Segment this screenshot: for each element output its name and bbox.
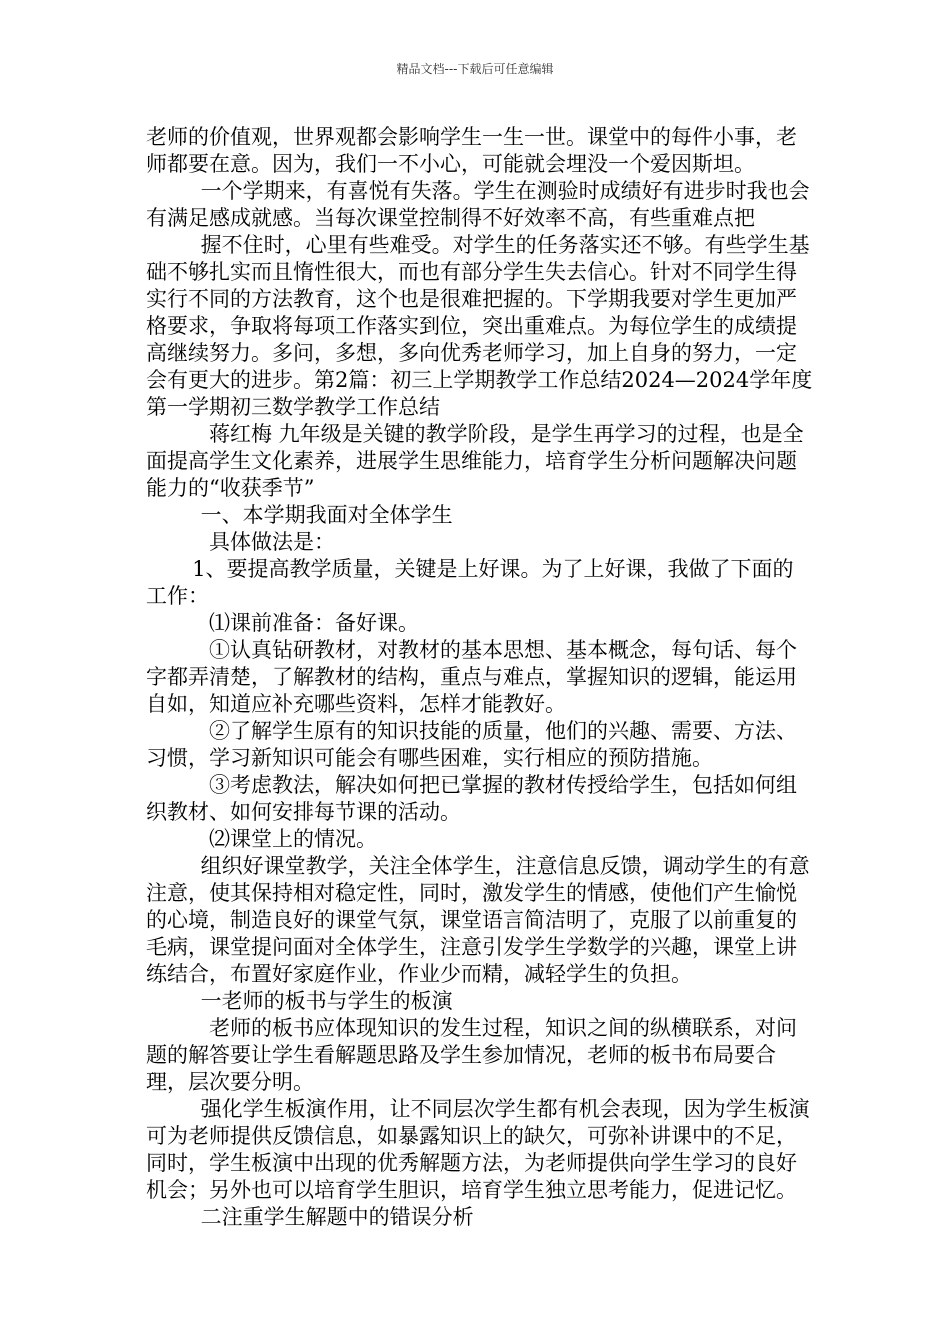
paragraph: 蒋红梅 九年级是关键的教学阶段，是学生再学习的过程，也是全面提高学生文化素养，进展学生思维能力，培育学生分析问题解决问题能力的“收获季节”	[146, 422, 804, 500]
section-heading: 一老师的板书与学生的板演	[200, 989, 453, 1013]
list-item: ③考虑教法，解决如何把已掌握的教材传授给学生，包括如何组织教材、如何安排每节课的活动。	[146, 773, 797, 824]
subheading: ⑴课前准备：备好课。	[209, 611, 419, 635]
paragraph: 老师的板书应体现知识的发生过程，知识之间的纵横联系，对问题的解答要让学生看解题思路及学生参加情况，老师的板书布局要合理，层次要分明。	[146, 1016, 797, 1094]
paragraph: 具体做法是：	[209, 530, 335, 554]
section-heading: 二注重学生解题中的错误分析	[200, 1205, 474, 1229]
section-heading: 一、本学期我面对全体学生	[200, 503, 453, 527]
paragraph: 老师的价值观，世界观都会影响学生一生一世。课堂中的每件小事，老师都要在意。因为，我们一不小心，可能就会埋没一个爱因斯坦。	[146, 125, 797, 176]
document-body	[146, 124, 814, 1231]
list-item: ①认真钻研教材，对教材的基本思想、基本概念，每句话、每个字都弄清楚，了解教材的结构，重点与难点，掌握知识的逻辑，能运用自如，知道应补充哪些资料，怎样才能教好。	[146, 638, 797, 716]
list-item: ②了解学生原有的知识技能的质量，他们的兴趣、需要、方法、习惯，学习新知识可能会有哪些困难，实行相应的预防措施。	[146, 719, 797, 770]
paragraph: 一个学期来，有喜悦有失落。学生在测验时成绩好有进步时我也会有满足感成就感。当每次课堂控制得不好效率不高，有些重难点把	[146, 179, 810, 230]
paragraph: 握不住时，心里有些难受。对学生的任务落实还不够。有些学生基础不够扎实而且惰性很大，而也有部分学生失去信心。针对不同学生得实行不同的方法教育，这个也是很难把握的。下学期我要对学生更加严格要求，争取将每项工作落实到位，突出重难点。为每位学生的成绩提高继续努力。多问，多想，多向优秀老师学习，加上自身的努力，一定会有更大的进步。第2篇：初三上学期教学工作总结2024—2024学年度第一学期初三数学教学工作总结	[146, 233, 813, 419]
paragraph: 强化学生板演作用，让不同层次学生都有机会表现，因为学生板演可为老师提供反馈信息，如暴露知识上的缺欠，可弥补讲课中的不足，同时，学生板演中出现的优秀解题方法，为老师提供向学生学习的良好机会；另外也可以培育学生胆识，培育学生独立思考能力，促进记忆。	[146, 1097, 810, 1202]
subheading: ⑵课堂上的情况。	[209, 827, 377, 851]
page-header: 精品文档---下载后可任意编辑	[396, 62, 554, 76]
paragraph: 1、要提高教学质量，关键是上好课。为了上好课，我做了下面的工作：	[146, 557, 794, 608]
paragraph: 组织好课堂教学，关注全体学生，注意信息反馈，调动学生的有意注意，使其保持相对稳定性，同时，激发学生的情感，使他们产生愉悦的心境，制造良好的课堂气氛，课堂语言简洁明了，克服了以前重复的毛病，课堂提问面对全体学生，注意引发学生学数学的兴趣，课堂上讲练结合，布置好家庭作业，作业少而精，减轻学生的负担。	[146, 854, 810, 986]
